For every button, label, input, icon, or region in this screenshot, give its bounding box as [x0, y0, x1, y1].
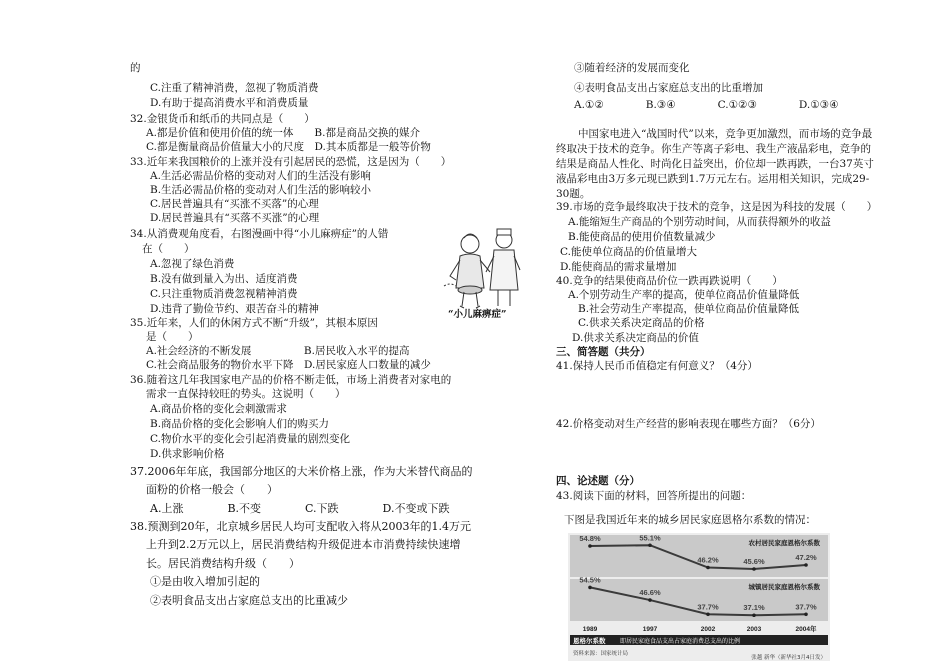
question-34: 34.从消费观角度看，右图漫画中得“小儿麻痹症”的人错: [130, 228, 389, 240]
section-heading: 三、简答题（共分）: [556, 346, 651, 358]
option-line: C.能使单位商品的价值量增大: [560, 246, 697, 258]
option-line: D.居民普遍具有“买落不买涨”的心理: [150, 212, 320, 224]
option-line: A.能缩短生产商品的个别劳动时间，从而获得额外的收益: [568, 216, 831, 228]
x-tick-label: 2002: [700, 626, 716, 633]
question-38: 38.预测到20年，北京城乡居民人均可支配收入将从2003年的1.4万元: [130, 520, 471, 533]
text-line: 下图是我国近年来的城乡居民家庭恩格尔系数的情况：: [564, 514, 816, 526]
question-41: 41.保持人民币币值稳定有何意义？（4分）: [556, 360, 758, 372]
option-line: A.忽视了绿色消费: [150, 258, 235, 270]
urban-point: [648, 598, 652, 602]
question-32: 32.金银货币和纸币的共同点是（ ）: [130, 113, 315, 125]
rural-data-label: 55.1%: [639, 533, 661, 543]
option-line: ②表明食品支出占家庭总支出的比重减少: [150, 594, 348, 607]
option-line: B.商品价格的变化会影响人们的购买力: [150, 418, 330, 430]
material-text: 结果是商品人性化、时尚化日益突出，价位却一跌再跌，一台37英寸: [556, 158, 874, 170]
option-line: C.居民普遍具有“买涨不买落”的心理: [150, 198, 319, 210]
x-tick-label: 1989: [582, 626, 598, 633]
option-line: D.能使商品的需求量增加: [560, 261, 677, 273]
option-line: ①是由收入增加引起的: [150, 575, 260, 588]
rural-point: [706, 566, 710, 570]
option-line: D.有助于提高消费水平和消费质量: [150, 97, 309, 109]
x-tick-label: 2004年: [795, 626, 817, 633]
text-line: 需求一直保持较旺的势头。这说明（ ）: [146, 388, 346, 400]
urban-data-label: 37.7%: [697, 602, 719, 612]
urban-data-label: 37.7%: [795, 602, 817, 612]
question-40: 40.竞争的结果使商品价位一跌再跌说明（ ）: [556, 275, 783, 287]
question-37: 37.2006年年底，我国部分地区的大米价格上涨，作为大米替代商品的: [130, 465, 473, 478]
option-line: C.只注重物质消费忽视精神消费: [150, 288, 298, 300]
definition-text: 即居民家庭食品支出占家庭消费总支出的比例: [620, 638, 741, 645]
definition-title: 恩格尔系数: [573, 637, 606, 645]
cartoon-caption: “小儿麻痹症”: [448, 309, 507, 320]
option-line: A.个别劳动生产率的提高，使单位商品价值量降低: [568, 289, 800, 301]
rural-point: [752, 567, 756, 571]
rural-data-label: 46.2%: [697, 555, 719, 565]
option-line: B.社会劳动生产率提高，使单位商品价值量降低: [578, 303, 800, 315]
urban-series-name: 城镇居民家庭恩格尔系数: [748, 583, 820, 591]
urban-data-label: 54.5%: [579, 575, 601, 585]
urban-point: [706, 612, 710, 616]
question-39: 39.市场的竞争最终取决于技术的竞争，这是因为科技的发展（ ）: [556, 201, 878, 213]
material-text: 中国家电进入“战国时代”以来，竞争更加激烈，而市场的竞争最: [578, 128, 873, 140]
option-line: B.没有做到量入为出、适度消费: [150, 273, 298, 285]
rural-series-name: 农村居民家庭恩格尔系数: [748, 539, 820, 547]
rural-data-label: 54.8%: [579, 534, 601, 543]
rural-data-label: 45.6%: [743, 557, 765, 566]
material-text: 终取决于技术的竞争。你生产等离子彩电、我生产液晶彩电，竞争的: [556, 143, 871, 155]
option-line: D.违背了勤俭节约、艰苦奋斗的精神: [150, 303, 319, 315]
option-line: A.都是价值和使用价值的统一体 B.都是商品交换的媒介: [146, 127, 420, 139]
option-line: A.①② B.③④ C.①②③ D.①③④: [574, 99, 839, 111]
rural-point: [804, 563, 808, 567]
x-tick-label: 2003: [746, 626, 762, 633]
option-line: ③随着经济的发展而变化: [574, 62, 690, 74]
option-line: B.生活必需品价格的变动对人们生活的影响较小: [150, 184, 372, 196]
urban-point: [804, 612, 808, 616]
urban-point: [588, 586, 592, 590]
question-36: 36.随着这几年我国家电产品的价格不断走低，市场上消费者对家电的: [130, 374, 452, 386]
option-line: A.上涨 B.不变 C.下跌 D.不变或下跌: [150, 502, 450, 515]
option-line: ④表明食品支出占家庭总支出的比重增加: [574, 82, 763, 94]
option-line: D.供求影响价格: [150, 448, 225, 460]
rural-data-label: 47.2%: [795, 553, 817, 562]
text-line: 上升到2.2万元以上，居民消费结构升级促进本市消费持续快速增: [146, 538, 461, 551]
question-43: 43.阅读下面的材料，回答所提出的问题：: [556, 490, 752, 502]
x-tick-label: 1997: [642, 626, 658, 633]
text-line: 在（ ）: [142, 243, 195, 255]
option-line: B.能使商品的使用价值数量减少: [568, 231, 716, 243]
option-line: C.物价水平的变化会引起消费量的剧烈变化: [150, 433, 350, 445]
option-line: C.都是衡量商品价值量大小的尺度 D.其本质都是一般等价物: [146, 141, 431, 153]
question-42: 42.价格变动对生产经营的影响表现在哪些方面？（6分）: [556, 418, 821, 430]
urban-data-label: 37.1%: [743, 603, 765, 613]
material-text: 30题。: [556, 188, 591, 200]
question-33: 33.近年来我国粮价的上涨并没有引起居民的恐慌，这是因为（ ）: [130, 156, 452, 168]
option-line: A.社会经济的不断发展 B.居民收入水平的提高: [146, 345, 410, 357]
option-line: A.商品价格的变化会刺激需求: [150, 403, 287, 415]
rural-point: [648, 543, 652, 547]
rural-point: [588, 544, 592, 548]
urban-data-label: 46.6%: [639, 588, 661, 598]
option-line: C.供求关系决定商品的价格: [578, 317, 705, 329]
option-line: C.社会商品服务的物价水平下降 D.居民家庭人口数量的减少: [146, 359, 431, 371]
chart-source: 资料来源：国家统计局: [573, 651, 629, 657]
text-line: 面粉的价格一般会（ ）: [146, 483, 278, 496]
engel-coefficient-chart: [568, 533, 830, 661]
text-line: 是（ ）: [146, 331, 199, 343]
text-line: 的: [130, 62, 141, 74]
option-line: D.供求关系决定商品的价值: [572, 332, 699, 344]
question-35: 35.近年来，人们的休闲方式不断“升级”，其根本原因: [130, 317, 378, 329]
chart-svg: [568, 533, 830, 661]
option-line: C.注重了精神消费，忽视了物质消费: [150, 82, 319, 94]
section-heading: 四、论述题（分）: [556, 475, 640, 487]
chart-credit: 张越 新华（新华社3月4日发）: [751, 655, 826, 661]
option-line: A.生活必需品价格的变动对人们的生活没有影响: [150, 170, 371, 182]
urban-point: [752, 613, 756, 617]
text-line: 长。居民消费结构升级（ ）: [146, 557, 300, 570]
material-text: 液晶彩电由3万多元现已跌到1.7万元左右。运用相关知识，完成29-: [556, 173, 870, 185]
cartoon-illustration: [440, 226, 530, 324]
